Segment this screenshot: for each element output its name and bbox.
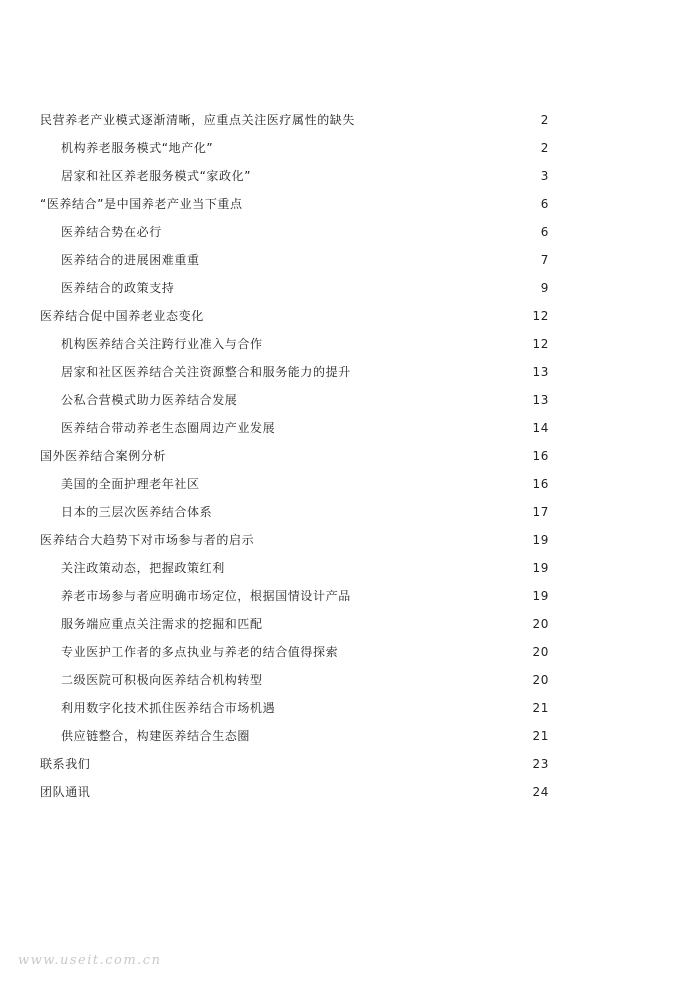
toc-entry-page: 20 [532,617,549,631]
toc-entry-page: 20 [532,673,549,687]
toc-entry[interactable] [0,442,694,470]
toc-entry[interactable] [0,778,694,806]
toc-entry-page: 13 [532,365,549,379]
toc-entry-title: 供应链整合，构建医养结合生态圈 [61,729,251,743]
toc-entry-page: 14 [532,421,549,435]
toc-entry-title: 医养结合的进展困难重重 [61,253,200,267]
toc-entry[interactable] [0,498,694,526]
toc-entry-page: 6 [540,225,549,239]
toc-entry-page: 16 [532,477,549,491]
toc-entry-page: 23 [532,757,549,771]
toc-entry[interactable] [0,134,694,162]
toc-entry-page: 2 [540,113,549,127]
toc-entry-page: 7 [540,253,549,267]
toc-entry[interactable] [0,386,694,414]
toc-entry-title: 服务端应重点关注需求的挖掘和匹配 [61,617,263,631]
toc-entry-title: 联系我们 [40,757,91,771]
toc-entry[interactable] [0,414,694,442]
toc-entry-title: 机构养老服务模式“地产化” [61,141,214,155]
toc-entry-page: 24 [532,785,549,799]
toc-entry-title: 团队通讯 [40,785,91,799]
toc-entry-title: 专业医护工作者的多点执业与养老的结合值得探索 [61,645,339,659]
toc-entry-page: 19 [532,561,549,575]
toc-entry[interactable] [0,666,694,694]
toc-entry-title: 养老市场参与者应明确市场定位，根据国情设计产品 [61,589,351,603]
toc-entry-page: 12 [532,309,549,323]
toc-entry[interactable] [0,246,694,274]
toc-entry[interactable] [0,162,694,190]
toc-entry-title: 利用数字化技术抓住医养结合市场机遇 [61,701,276,715]
toc-entry-title: 机构医养结合关注跨行业准入与合作 [61,337,263,351]
toc-entry-page: 19 [532,533,549,547]
toc-entry-page: 19 [532,589,549,603]
toc-entry[interactable] [0,694,694,722]
toc-entry-title: 医养结合势在必行 [61,225,162,239]
toc-entry-page: 12 [532,337,549,351]
toc-entry-page: 16 [532,449,549,463]
toc-entry-page: 17 [532,505,549,519]
table-of-contents [0,106,694,806]
toc-entry-title: 美国的全面护理老年社区 [61,477,200,491]
toc-entry-page: 2 [540,141,549,155]
toc-entry[interactable] [0,554,694,582]
toc-entry[interactable] [0,526,694,554]
toc-entry[interactable] [0,190,694,218]
toc-entry[interactable] [0,330,694,358]
toc-entry[interactable] [0,750,694,778]
toc-entry-title: 日本的三层次医养结合体系 [61,505,213,519]
toc-entry-title: 医养结合的政策支持 [61,281,175,295]
toc-entry-title: 居家和社区养老服务模式“家政化” [61,169,252,183]
toc-entry-title: “医养结合”是中国养老产业当下重点 [40,197,243,211]
toc-entry[interactable] [0,358,694,386]
toc-entry-title: 居家和社区医养结合关注资源整合和服务能力的提升 [61,365,351,379]
toc-entry-title: 民营养老产业模式逐渐清晰，应重点关注医疗属性的缺失 [40,113,356,127]
toc-entry[interactable] [0,470,694,498]
toc-entry-title: 国外医养结合案例分析 [40,449,167,463]
toc-entry-title: 医养结合促中国养老业态变化 [40,309,204,323]
toc-entry[interactable] [0,106,694,134]
toc-entry[interactable] [0,302,694,330]
toc-entry-page: 3 [540,169,549,183]
toc-entry[interactable] [0,610,694,638]
toc-entry-page: 21 [532,701,549,715]
toc-entry[interactable] [0,274,694,302]
toc-entry-page: 21 [532,729,549,743]
toc-entry[interactable] [0,582,694,610]
toc-entry-page: 13 [532,393,549,407]
toc-entry-title: 医养结合带动养老生态圈周边产业发展 [61,421,276,435]
toc-entry-title: 关注政策动态，把握政策红利 [61,561,225,575]
toc-entry[interactable] [0,638,694,666]
toc-entry-page: 6 [540,197,549,211]
toc-entry-page: 9 [540,281,549,295]
watermark: www.useit.com.cn [18,953,162,968]
toc-entry-title: 二级医院可积极向医养结合机构转型 [61,673,263,687]
toc-entry[interactable] [0,722,694,750]
toc-entry-title: 医养结合大趋势下对市场参与者的启示 [40,533,255,547]
toc-entry[interactable] [0,218,694,246]
toc-entry-page: 20 [532,645,549,659]
toc-entry-title: 公私合营模式助力医养结合发展 [61,393,238,407]
